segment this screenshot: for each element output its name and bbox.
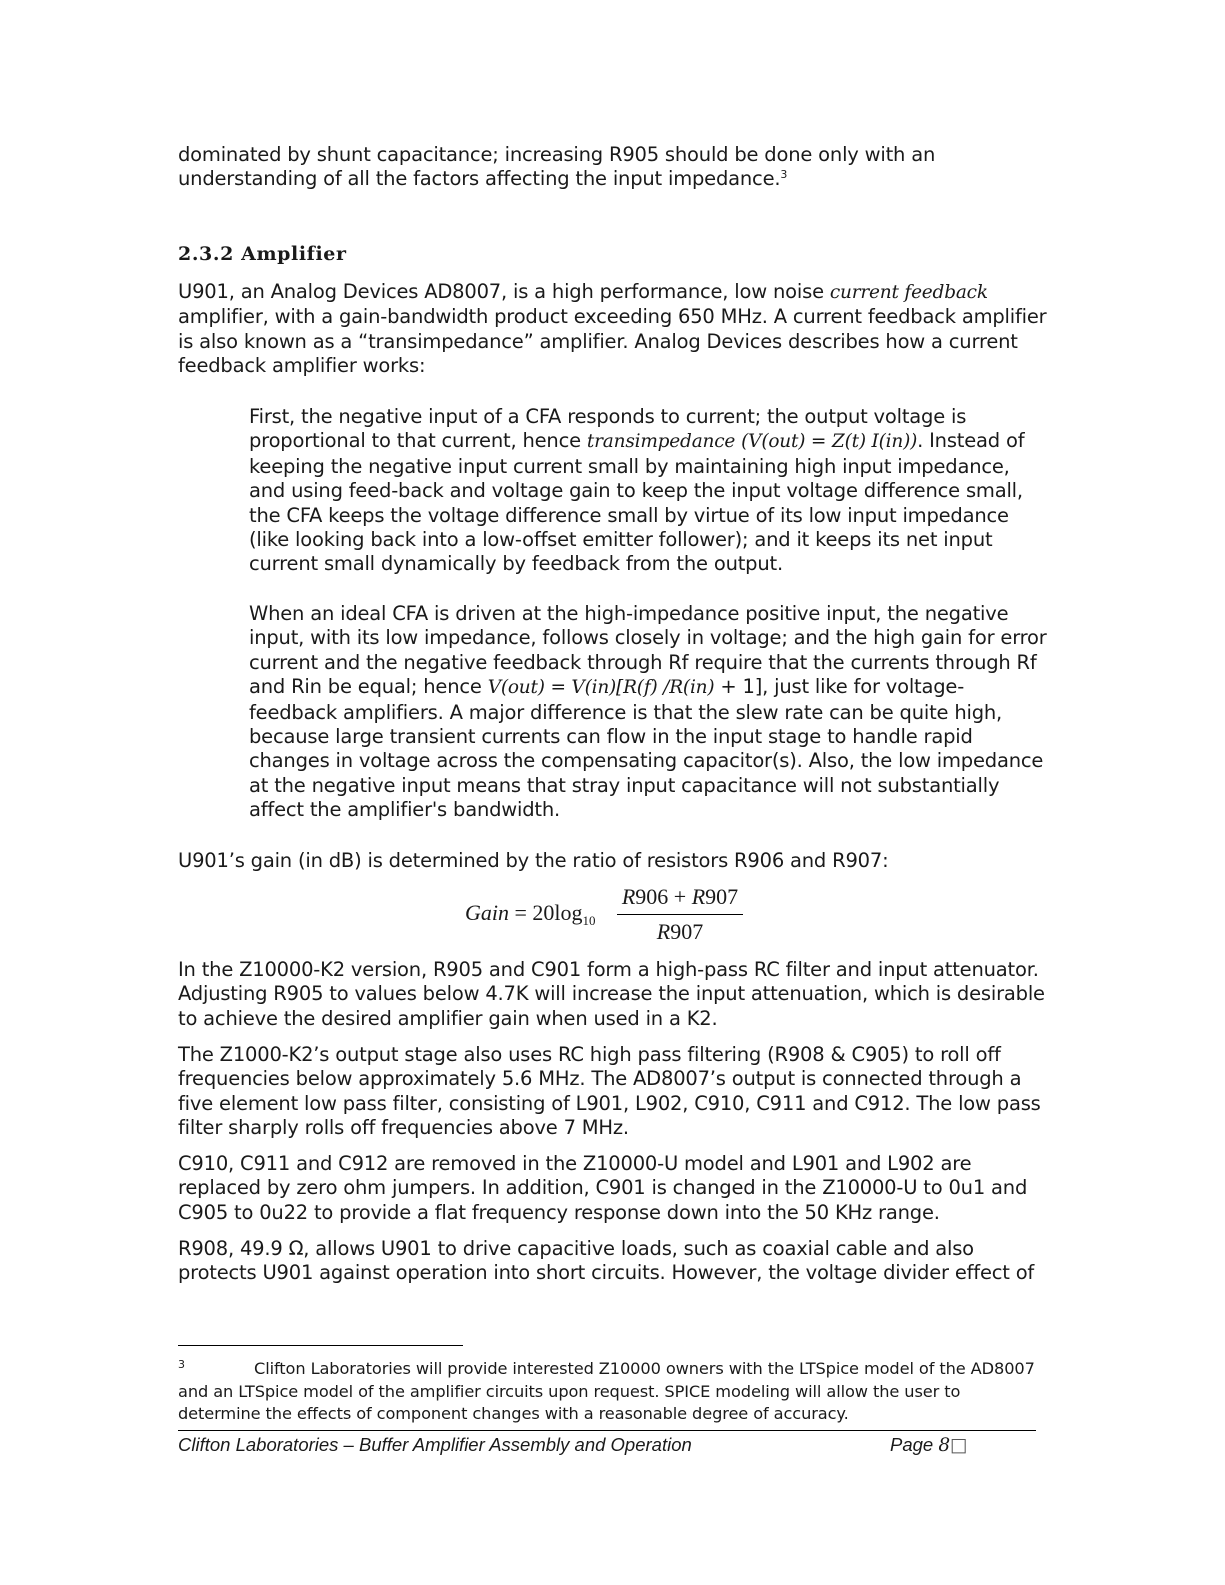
amplifier-text-end: amplifier, with a gain-bandwidth product exceeding 650 MHz. A current feedback amplifier is also known as a “transimpedance” amplifier. Analog Devices describes how a current feedback amplifier works: — [178, 305, 1047, 378]
blockquote-paragraph-2 — [249, 602, 1049, 823]
z10000-u-paragraph: C910, C911 and C912 are removed in the Z10000-U model and L901 and L902 are replaced by zero ohm jumpers. In addition, C901 is changed in the Z10000-U to 0u1 and C905 to 0u22 to provide a flat frequency response down into the 50 KHz range. — [178, 1152, 1028, 1224]
page-label: Page — [890, 1434, 939, 1455]
r908-paragraph: R908, 49.9 Ω, allows U901 to drive capacitive loads, such as coaxial cable and also protects U901 against operation into short circuits. However, the voltage divider effect of — [178, 1237, 1035, 1285]
plus-sign: + — [668, 884, 692, 909]
footer-rule — [178, 1430, 1036, 1431]
footer-title: Clifton Laboratories – Buffer Amplifier Assembly and Operation — [178, 1434, 692, 1455]
section-title: Amplifier — [241, 243, 347, 265]
inline-formula-vout: (V(out) = Z(t) I(in)) — [741, 431, 918, 453]
footnote-text: Clifton Laboratories will provide interested Z10000 owners with the LTSpice model of the AD8007 and an LTSpice model of the amplifier circuits upon request. SPICE modeling will allow the user to determine the effects of component changes with a reasonable degree of accuracy. — [178, 1359, 1035, 1423]
gain-intro: U901’s gain (in dB) is determined by the ratio of resistors R906 and R907: — [178, 849, 889, 872]
z10000-k2-paragraph: In the Z10000-K2 version, R905 and C901 form a high-pass RC filter and input attenuator. Adjusting R905 to values below 4.7K will increase the input attenuation, which is desirable to achieve the desired amplifier gain when used in a K2. — [178, 958, 1045, 1030]
amplifier-text-start: U901, an Analog Devices AD8007, is a high performance, low noise — [178, 280, 830, 303]
quote1-text-end: . Instead of keeping the negative input current small by maintaining high input impedance, and using feed-back and voltage gain to keep the input voltage difference small, the CFA keeps the voltage difference small by virtue of its low input impedance (like looking back into a low-offset emitter follower); and it keeps its net input current small dynamically by feedback from the output. — [249, 429, 1025, 576]
section-heading — [178, 243, 1048, 265]
footnote-reference[interactable]: 3 — [780, 168, 788, 182]
intro-text: dominated by shunt capacitance; increasing R905 should be done only with an understanding of all the factors affecting the input impedance. — [178, 143, 936, 191]
missing-glyph-icon: □ — [950, 1435, 968, 1456]
r-symbol-a: R — [621, 884, 636, 909]
amplifier-paragraph — [178, 280, 1048, 379]
quote1-text-start: First, the negative input of a CFA responds to current; the output voltage is proportional to that current, hence — [249, 405, 967, 453]
gain-equation — [465, 882, 765, 944]
footer-page-number — [890, 1433, 968, 1458]
r907-value: 907 — [705, 884, 739, 909]
footnote: 3 Clifton Laboratories will provide interested Z10000 owners with the LTSpice model of the AD8007 and an LTSpice model of the amplifier circuits upon request. SPICE modeling will allow the user to determine the effects of component changes with a reasonable degree of accuracy. — [178, 1358, 1035, 1423]
intro-paragraph — [178, 143, 1048, 192]
quote2-text-end: + 1], just like for voltage-feedback amplifiers. A major difference is that the slew rate can be quite high, because large transient currents can flow in the input stage to handle rapid changes in voltage across the compensating capacitor(s). Also, the low impedance at the negative input means that stray input capacitance will not substantially affect the amplifier's bandwidth. — [249, 675, 1044, 822]
quote2-text-start: When an ideal CFA is driven at the high-impedance positive input, the negative input, with its low impedance, follows closely in voltage; and the high gain for error current and the negative feedback through Rf require that the currents through Rf and Rin be equal; hence — [249, 602, 1047, 699]
r-symbol-c: R — [656, 919, 671, 944]
blockquote-paragraph-1 — [249, 405, 1049, 577]
inline-formula-gain: V(out) = V(in)[R(f) /R(in) — [487, 677, 715, 699]
gain-equals: = 20log — [509, 900, 583, 925]
gain-numerator — [617, 882, 743, 912]
emphasis-current-feedback: current feedback — [829, 282, 988, 303]
emphasis-transimpedance: transimpedance — [586, 431, 736, 453]
gain-symbol: Gain — [465, 900, 509, 925]
output-stage-paragraph: The Z1000-K2’s output stage also uses RC high pass filtering (R908 & C905) to roll off frequencies below approximately 5.6 MHz. The AD8007’s output is connected through a five element low pass filter, consisting of L901, L902, C910, C911 and C912. The low pass filter sharply rolls off frequencies above 7 MHz. — [178, 1043, 1041, 1140]
r906-value: 906 — [635, 884, 669, 909]
r907-den-value: 907 — [670, 919, 704, 944]
log-base: 10 — [582, 913, 596, 928]
gain-fraction — [617, 882, 743, 945]
fraction-bar — [617, 914, 743, 915]
footnote-separator — [178, 1345, 463, 1346]
gain-equation-lhs — [465, 900, 596, 929]
page-number: 8 — [938, 1435, 951, 1456]
r-symbol-b: R — [691, 884, 706, 909]
gain-denominator — [617, 917, 743, 945]
section-number: 2.3.2 — [178, 243, 234, 265]
